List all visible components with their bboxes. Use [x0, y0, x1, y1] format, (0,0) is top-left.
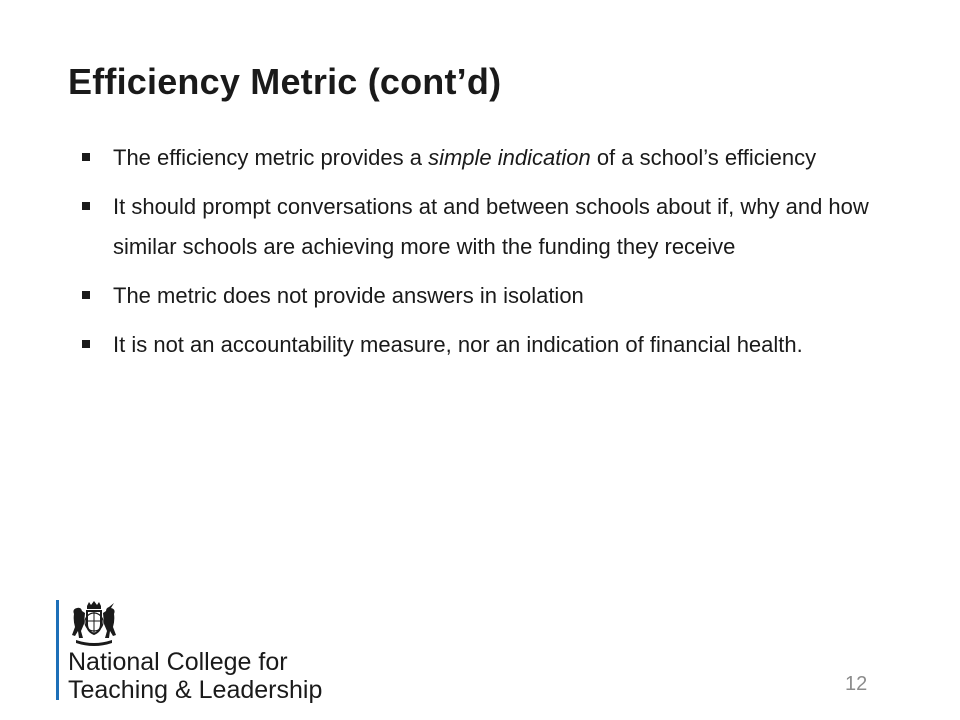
- logo-accent-bar: [56, 600, 59, 700]
- bullet-text: It is not an accountability measure, nor an indication of financial health.: [113, 332, 803, 357]
- bullet-item: [80, 187, 880, 267]
- bullet-text: The metric does not provide answers in isolation: [113, 283, 584, 308]
- logo-text-line2: Teaching & Leadership: [68, 676, 323, 704]
- bullet-item: [80, 325, 880, 365]
- bullet-text: The efficiency metric provides a: [113, 145, 429, 170]
- bullet-item: [80, 276, 880, 316]
- square-bullet-icon: [82, 291, 90, 299]
- bullet-list: [80, 138, 880, 374]
- page-number: 12: [845, 673, 868, 695]
- slide-title: Efficiency Metric (cont’d): [68, 61, 502, 102]
- bullet-item: [80, 138, 880, 178]
- bullet-text-tail: of a school’s efficiency: [590, 145, 817, 170]
- square-bullet-icon: [82, 153, 90, 161]
- square-bullet-icon: [82, 202, 90, 210]
- logo-text-line1: National College for: [68, 648, 288, 676]
- bullet-text: It should prompt conversations at and between schools about if, why and how similar schools are achieving more with the funding they receive: [113, 194, 869, 259]
- square-bullet-icon: [82, 340, 90, 348]
- bullet-emphasis: simple indication: [428, 145, 591, 170]
- royal-crest-icon: [68, 600, 120, 646]
